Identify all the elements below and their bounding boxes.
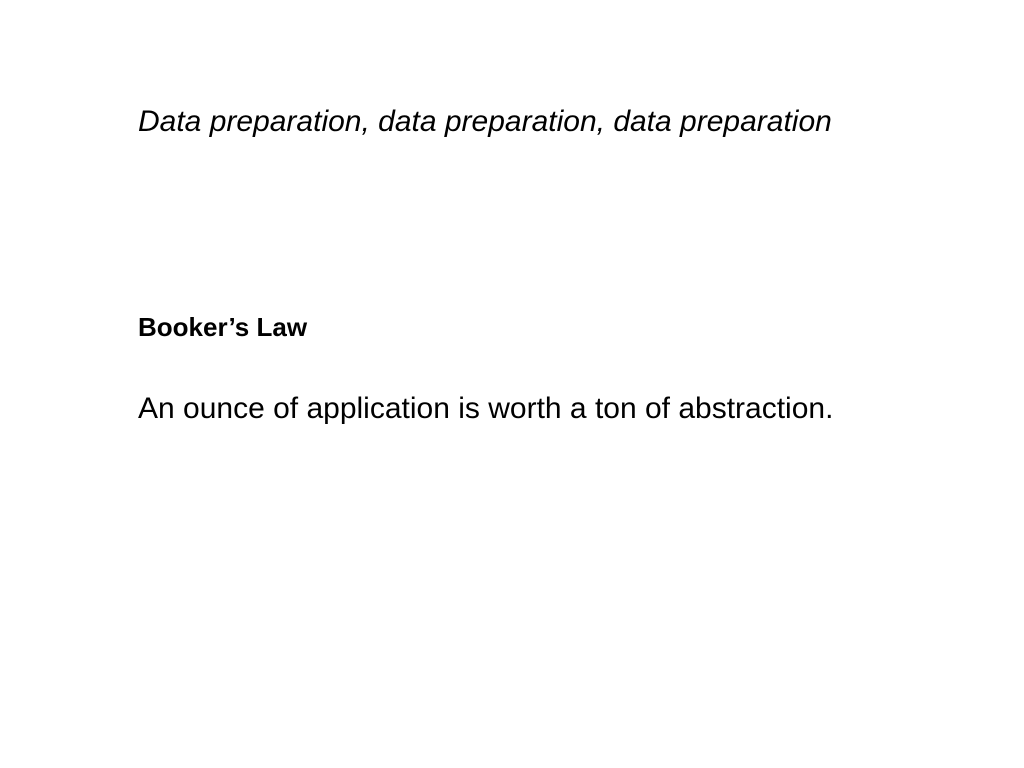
law-statement: An ounce of application is worth a ton of abstraction. [138,392,834,425]
law-title: Booker’s Law [138,312,308,342]
slide-headline: Data preparation, data preparation, data preparation [138,105,832,138]
